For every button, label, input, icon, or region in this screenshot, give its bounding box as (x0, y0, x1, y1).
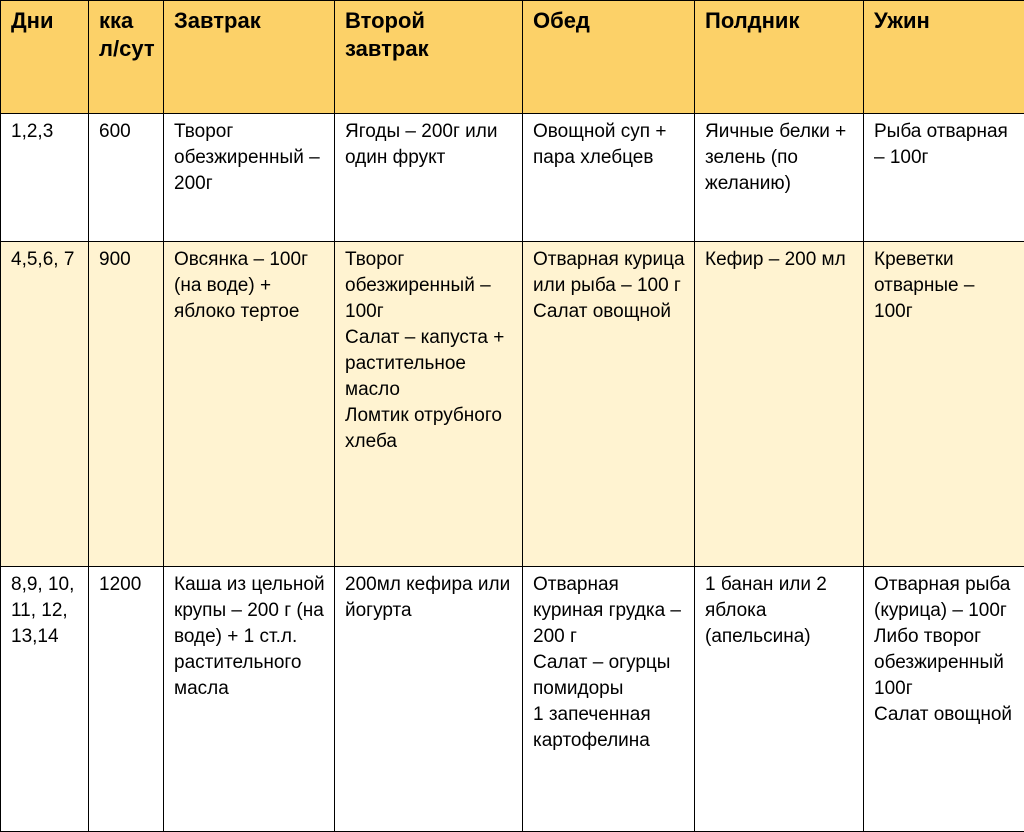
cell-line: Овсянка – 100г (на воде) + яблоко тертое (174, 249, 308, 322)
cell-lunch (523, 567, 695, 832)
cell-second-breakfast (335, 567, 523, 832)
cell-line: Салат овощной (533, 301, 672, 322)
cell-snack (695, 242, 864, 567)
cell-line: Ломтик отрубного хлеба (345, 405, 502, 452)
header-breakfast: Завтрак (164, 1, 335, 114)
cell-line: Салат овощной (874, 704, 1013, 725)
cell-kcal: 600 (89, 114, 164, 242)
cell-line: Салат – огурцы помидоры (533, 652, 671, 699)
cell-line: Творог обезжиренный – 100г (345, 249, 491, 322)
cell-line: Отварная курица или рыба – 100 г (533, 249, 685, 296)
cell-dinner (864, 114, 1024, 242)
table-row (1, 114, 1024, 242)
cell-line: 1 запеченная картофелина (533, 704, 651, 751)
header-kcal: кка л/сут (89, 1, 164, 114)
cell-line: Отварная куриная грудка – 200 г (533, 574, 682, 647)
cell-line: Отварная рыба (курица) – 100г (874, 574, 1011, 621)
cell-line: Кефир – 200 мл (705, 249, 846, 270)
cell-dinner (864, 242, 1024, 567)
cell-line: Либо творог обезжиренный 100г (874, 626, 1004, 699)
header-second-breakfast: Второй завтрак (335, 1, 523, 114)
cell-breakfast (164, 567, 335, 832)
header-days: Дни (1, 1, 89, 114)
cell-line: Салат – капуста + растительное масло (345, 327, 505, 400)
cell-days: 4,5,6, 7 (1, 242, 89, 567)
cell-snack (695, 114, 864, 242)
cell-breakfast (164, 114, 335, 242)
cell-line: Ягоды – 200г или один фрукт (345, 121, 498, 168)
cell-snack (695, 567, 864, 832)
cell-line: Рыба отварная – 100г (874, 121, 1008, 168)
cell-dinner (864, 567, 1024, 832)
cell-line: Творог обезжиренный – 200г (174, 121, 320, 194)
cell-lunch (523, 242, 695, 567)
header-snack: Полдник (695, 1, 864, 114)
header-row (1, 1, 1024, 114)
cell-days: 1,2,3 (1, 114, 89, 242)
cell-second-breakfast (335, 114, 523, 242)
cell-line: Яичные белки + зелень (по желанию) (705, 121, 847, 194)
cell-days: 8,9, 10, 11, 12, 13,14 (1, 567, 89, 832)
header-dinner: Ужин (864, 1, 1024, 114)
cell-kcal: 1200 (89, 567, 164, 832)
cell-second-breakfast (335, 242, 523, 567)
table-row (1, 242, 1024, 567)
header-lunch: Обед (523, 1, 695, 114)
cell-line: Каша из цельной крупы – 200 г (на воде) + 1 ст.л. растительного масла (174, 574, 325, 699)
table-row (1, 567, 1024, 832)
cell-line: 1 банан или 2 яблока (апельсина) (705, 574, 827, 647)
cell-line: 200мл кефира или йогурта (345, 574, 511, 621)
cell-line: Овощной суп + пара хлебцев (533, 121, 667, 168)
cell-kcal: 900 (89, 242, 164, 567)
cell-lunch (523, 114, 695, 242)
cell-line: Креветки отварные – 100г (874, 249, 975, 322)
cell-breakfast (164, 242, 335, 567)
